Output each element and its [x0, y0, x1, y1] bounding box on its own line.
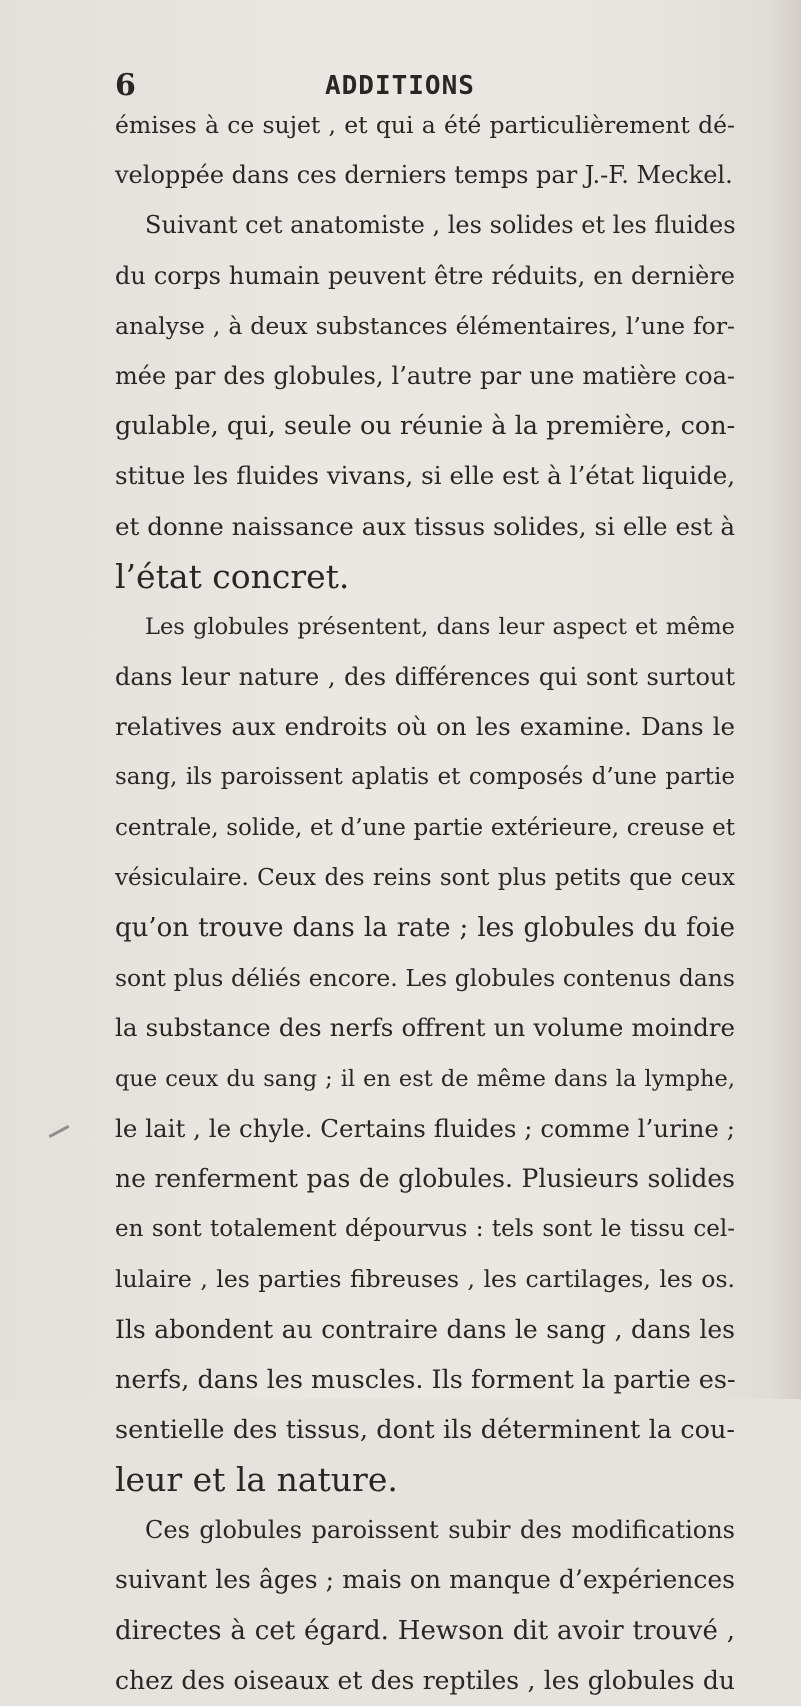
- text-line: centrale, solide, et d’une partie extérieure, creuse et: [115, 814, 735, 841]
- text-line: dans leur nature , des différences qui sont surtout: [115, 663, 735, 692]
- page-number: 6: [115, 68, 136, 103]
- text-line: vésiculaire. Ceux des reins sont plus petits que ceux: [115, 864, 735, 891]
- body-text: [115, 100, 735, 1706]
- text-line: en sont totalement dépourvus : tels sont le tissu cel-: [115, 1216, 735, 1243]
- text-line: et donne naissance aux tissus solides, si elle est à: [115, 511, 735, 541]
- text-line: sont plus déliés encore. Les globules contenus dans: [115, 964, 735, 993]
- text-line: sentielle des tissus, dont ils déterminent la cou-: [115, 1414, 735, 1445]
- text-line: veloppée dans ces derniers temps par J.-F. Meckel.: [115, 161, 733, 190]
- text-line: directes à cet égard. Hewson dit avoir trouvé ,: [115, 1615, 735, 1646]
- text-line: relatives aux endroits où on les examine. Dans le: [115, 712, 735, 742]
- text-line: Ces globules paroissent subir des modifications: [145, 1516, 735, 1545]
- text-line: leur et la nature.: [115, 1460, 398, 1500]
- text-line: chez des oiseaux et des reptiles , les globules du: [115, 1665, 735, 1695]
- text-line: gulable, qui, seule ou réunie à la première, con-: [115, 411, 736, 442]
- text-line: qu’on trouve dans la rate ; les globules du foie: [115, 913, 735, 943]
- text-line: sang, ils paroissent aplatis et composés d’une partie: [115, 764, 735, 791]
- running-title: ADDITIONS: [325, 71, 475, 101]
- text-line: que ceux du sang ; il en est de même dans la lymphe,: [115, 1065, 735, 1092]
- text-line: Ils abondent au contraire dans le sang , dans les: [115, 1314, 735, 1344]
- text-line: Suivant cet anatomiste , les solides et les fluides: [145, 211, 736, 240]
- text-line: lulaire , les parties fibreuses , les cartilages, les os.: [115, 1265, 735, 1294]
- text-line: mée par des globules, l’autre par une matière coa-: [115, 361, 735, 390]
- margin-ink-mark: [49, 1125, 70, 1138]
- text-line: émises à ce sujet , et qui a été particulièrement dé-: [115, 111, 735, 139]
- text-line: ne renferment pas de globules. Plusieurs solides: [115, 1163, 735, 1193]
- text-line: nerfs, dans les muscles. Ils forment la partie es-: [115, 1364, 736, 1395]
- text-line: suivant les âges ; mais on manque d’expériences: [115, 1565, 735, 1595]
- text-line: stitue les fluides vivans, si elle est à l’état liquide,: [115, 461, 735, 491]
- text-line: la substance des nerfs offrent un volume moindre: [115, 1013, 735, 1043]
- text-line: analyse , à deux substances élémentaires, l’une for-: [115, 311, 735, 340]
- page-edge-shadow: [771, 0, 801, 1399]
- text-line: Les globules présentent, dans leur aspect et même: [145, 613, 735, 640]
- text-line: du corps humain peuvent être réduits, en dernière: [115, 261, 735, 290]
- text-line: l’état concret.: [115, 556, 350, 596]
- text-line: le lait , le chyle. Certains fluides ; comme l’urine ;: [115, 1113, 735, 1143]
